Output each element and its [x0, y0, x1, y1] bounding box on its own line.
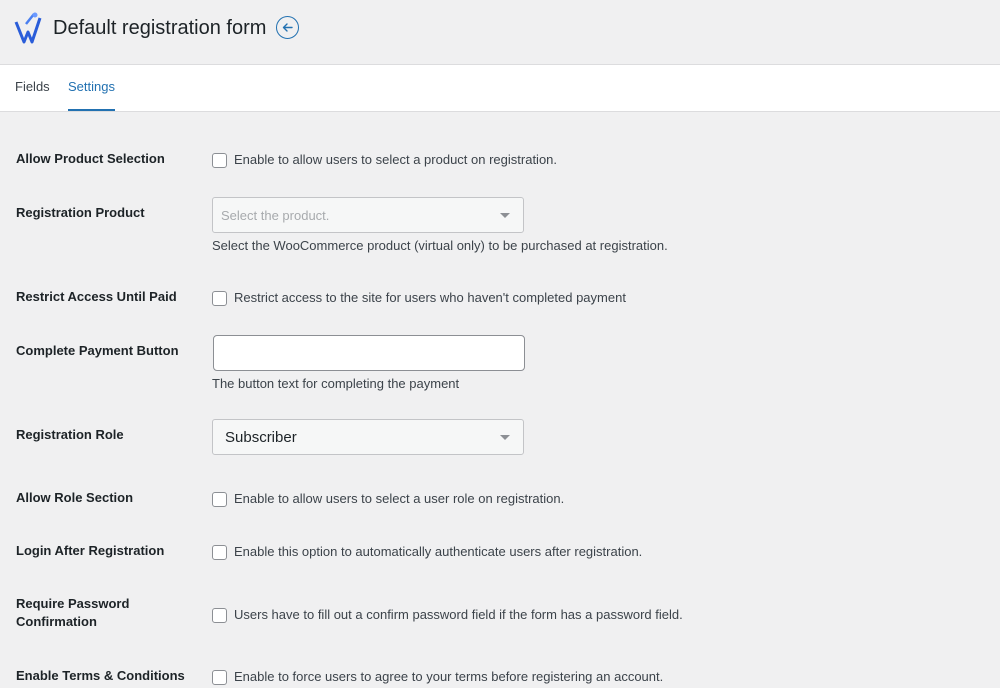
require-password-confirmation-text: Users have to fill out a confirm password field if the form has a password field.	[234, 607, 683, 622]
login-after-registration-text: Enable this option to automatically authenticate users after registration.	[234, 544, 643, 559]
registration-role-label: Registration Role	[16, 427, 124, 442]
tab-fields[interactable]: Fields	[15, 79, 50, 94]
allow-product-selection-text: Enable to allow users to select a product on registration.	[234, 152, 558, 167]
allow-product-selection-label: Allow Product Selection	[16, 151, 165, 166]
chevron-down-icon	[500, 213, 510, 218]
allow-role-section-row	[212, 490, 564, 508]
require-password-confirmation-label-line2: Confirmation	[16, 614, 97, 629]
require-password-confirmation-label	[16, 595, 196, 631]
allow-product-selection-checkbox[interactable]	[212, 153, 227, 168]
login-after-registration-label: Login After Registration	[16, 543, 165, 558]
arrow-left-icon	[281, 21, 294, 34]
tab-settings[interactable]: Settings	[68, 65, 115, 111]
allow-product-selection-row	[212, 151, 557, 169]
registration-product-label: Registration Product	[16, 205, 145, 220]
login-after-registration-checkbox[interactable]	[212, 545, 227, 560]
complete-payment-button-label: Complete Payment Button	[16, 343, 179, 358]
registration-product-placeholder: Select the product.	[221, 207, 330, 223]
enable-terms-label: Enable Terms & Conditions	[16, 668, 185, 683]
enable-terms-text: Enable to force users to agree to your terms before registering an account.	[234, 669, 664, 684]
allow-role-section-checkbox[interactable]	[212, 492, 227, 507]
page-header	[0, 0, 1000, 64]
restrict-access-row	[212, 289, 626, 307]
tab-bar	[0, 64, 1000, 112]
enable-terms-row	[212, 668, 663, 686]
restrict-access-text: Restrict access to the site for users who haven't completed payment	[234, 290, 626, 305]
require-password-confirmation-checkbox[interactable]	[212, 608, 227, 623]
registration-product-description: Select the WooCommerce product (virtual only) to be purchased at registration.	[212, 238, 668, 253]
require-password-confirmation-label-line1: Require Password	[16, 596, 130, 611]
complete-payment-button-input[interactable]	[213, 335, 525, 371]
registration-product-select[interactable]	[212, 197, 524, 233]
restrict-access-label: Restrict Access Until Paid	[16, 289, 177, 304]
enable-terms-checkbox[interactable]	[212, 670, 227, 685]
registration-role-select[interactable]	[212, 419, 524, 455]
back-button[interactable]	[276, 16, 299, 39]
user-registration-logo-icon	[14, 12, 42, 44]
allow-role-section-text: Enable to allow users to select a user role on registration.	[234, 491, 565, 506]
complete-payment-button-description: The button text for completing the payment	[212, 376, 460, 391]
require-password-confirmation-row	[212, 606, 683, 624]
chevron-down-icon	[500, 435, 510, 440]
restrict-access-checkbox[interactable]	[212, 291, 227, 306]
registration-role-value: Subscriber	[225, 428, 297, 446]
page-title: Default registration form	[53, 17, 267, 39]
allow-role-section-label: Allow Role Section	[16, 490, 134, 505]
login-after-registration-row	[212, 543, 642, 561]
